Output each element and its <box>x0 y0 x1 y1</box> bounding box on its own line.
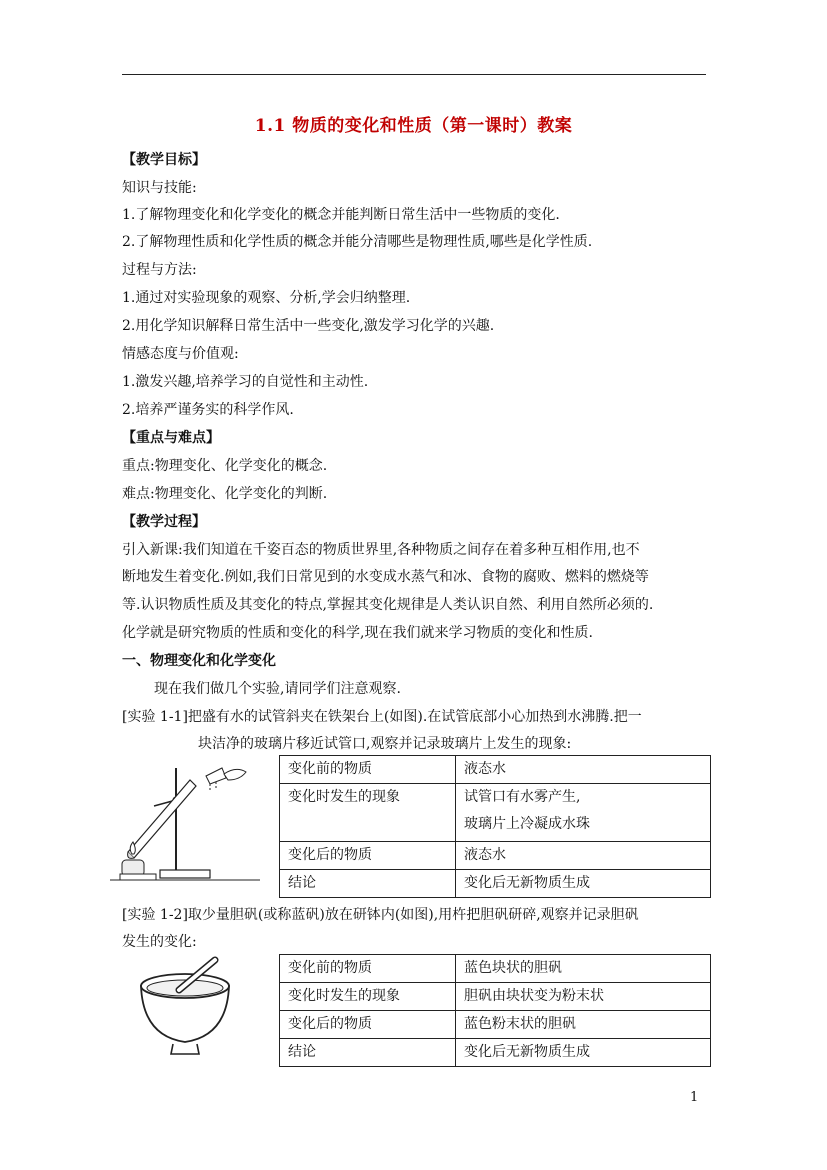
table-row <box>280 842 711 870</box>
table-row <box>280 756 711 784</box>
table-row <box>280 983 711 1011</box>
table-cell: 变化前的物质 <box>280 955 456 983</box>
intro-line-4: 化学就是研究物质的性质和变化的科学,现在我们就来学习物质的变化和性质. <box>122 625 593 641</box>
table-cell: 变化后的物质 <box>280 842 456 870</box>
table-cell: 液态水 <box>456 756 711 784</box>
table-cell: 变化前的物质 <box>280 756 456 784</box>
phenomenon-line-2: 玻璃片上冷凝成水珠 <box>464 816 590 832</box>
intro-line-2: 断地发生着变化.例如,我们日常见到的水变成水蒸气和冰、食物的腐败、燃料的燃烧等 <box>122 569 649 585</box>
table-cell: 变化时发生的现象 <box>280 983 456 1011</box>
phenomenon-line-1: 试管口有水雾产生, <box>464 789 581 805</box>
table-cell: 变化后的物质 <box>280 1011 456 1039</box>
process-label: 过程与方法: <box>122 262 197 278</box>
key-point: 重点:物理变化、化学变化的概念. <box>122 458 328 474</box>
table-row <box>280 1011 711 1039</box>
emotion-label: 情感态度与价值观: <box>122 346 239 362</box>
goals-heading: 【教学目标】 <box>122 152 206 168</box>
experiment-1-table <box>279 755 711 898</box>
knowledge-item-1: 1.了解物理变化和化学变化的概念并能判断日常生活中一些物质的变化. <box>122 207 560 223</box>
experiment-2-table <box>279 954 711 1067</box>
table-row <box>280 955 711 983</box>
table-cell: 变化时发生的现象 <box>280 784 456 842</box>
knowledge-item-2: 2.了解物理性质和化学性质的概念并能分清哪些是物理性质,哪些是化学性质. <box>122 234 593 250</box>
emotion-item-2: 2.培养严谨务实的科学作风. <box>122 402 294 418</box>
exp2-line-1: [实验 1-2]取少量胆矾(或称蓝矾)放在研钵内(如图),用杵把胆矾研碎,观察并记录胆矾 <box>122 907 639 923</box>
part1-heading: 一、物理变化和化学变化 <box>122 653 276 669</box>
header-rule <box>122 74 706 75</box>
table-cell: 变化后无新物质生成 <box>456 870 711 898</box>
table-cell <box>456 784 711 842</box>
table-row <box>280 784 711 842</box>
process-heading: 【教学过程】 <box>122 514 206 530</box>
intro-line-1: 引入新课:我们知道在千姿百态的物质世界里,各种物质之间存在着多种互相作用,也不 <box>122 542 640 558</box>
key-heading: 【重点与难点】 <box>122 430 220 446</box>
table-row <box>280 1039 711 1067</box>
table-cell: 胆矾由块状变为粉末状 <box>456 983 711 1011</box>
exp1-line-2: 块洁净的玻璃片移近试管口,观察并记录玻璃片上发生的现象: <box>198 736 572 752</box>
table-cell: 液态水 <box>456 842 711 870</box>
process-item-2: 2.用化学知识解释日常生活中一些变化,激发学习化学的兴趣. <box>122 318 495 334</box>
mortar-pestle-illustration <box>135 956 235 1061</box>
table-cell: 结论 <box>280 1039 456 1067</box>
exp1-line-1: [实验 1-1]把盛有水的试管斜夹在铁架台上(如图).在试管底部小心加热到水沸腾.把一 <box>122 709 642 725</box>
table-cell: 蓝色块状的胆矾 <box>456 955 711 983</box>
difficult-point: 难点:物理变化、化学变化的判断. <box>122 486 328 502</box>
page-title: 1.1 物质的变化和性质（第一课时）教案 <box>254 116 573 136</box>
emotion-item-1: 1.激发兴趣,培养学习的自觉性和主动性. <box>122 374 369 390</box>
knowledge-label: 知识与技能: <box>122 180 197 196</box>
part1-intro: 现在我们做几个实验,请同学们注意观察. <box>154 681 401 697</box>
table-cell: 结论 <box>280 870 456 898</box>
intro-line-3: 等.认识物质性质及其变化的特点,掌握其变化规律是人类认识自然、利用自然所必须的. <box>122 597 654 613</box>
table-row <box>280 870 711 898</box>
process-item-1: 1.通过对实验现象的观察、分析,学会归纳整理. <box>122 290 411 306</box>
page-number: 1 <box>690 1090 699 1105</box>
table-cell: 变化后无新物质生成 <box>456 1039 711 1067</box>
table-cell: 蓝色粉末状的胆矾 <box>456 1011 711 1039</box>
test-tube-apparatus-illustration <box>110 762 270 884</box>
exp2-line-2: 发生的变化: <box>122 934 197 950</box>
